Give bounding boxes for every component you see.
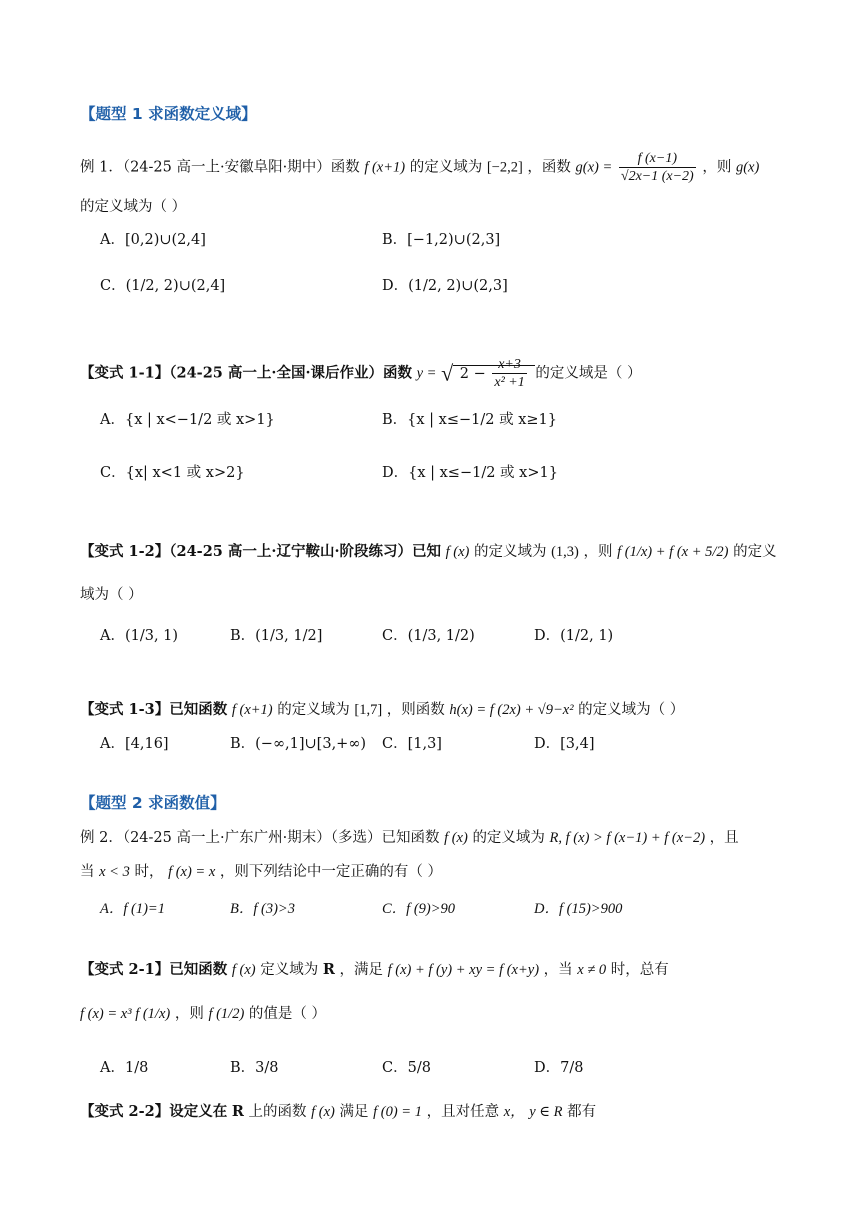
v11-rnum: x+3: [492, 356, 526, 374]
v12-pre: 【变式 1-2】（24-25 高一上·辽宁鞍山·阶段练习）已知: [80, 543, 442, 560]
v22-pre: 【变式 2-2】设定义在: [80, 1103, 228, 1120]
ex1-option-c: C．(1/2, 2)∪(2,4]: [100, 278, 226, 294]
v12-mid: 的定义域为: [473, 544, 547, 560]
v13-option-d: D．[3,4]: [534, 736, 595, 752]
v11-option-a: A．{x | x<−1/2 或 x>1}: [100, 412, 275, 428]
v22-f0: f (0) = 1: [373, 1104, 422, 1120]
ex2-pre: 例 2．（24-25 高一上·广东广州·期末）（多选）已知函数: [80, 830, 440, 846]
v13-post: 的定义域为（ ）: [578, 702, 685, 718]
example-1-line-1: [80, 150, 759, 185]
v21-mid3: ，当: [543, 962, 573, 978]
ex2-l3: x < 3: [99, 864, 130, 880]
v11-y: y =: [416, 365, 437, 382]
ex2-line2b: 时，: [134, 864, 164, 880]
v12-option-a: A．(1/3, 1): [100, 628, 179, 644]
variant-2-1-line-1: [80, 960, 669, 980]
v12-option-c: C．(1/3, 1/2): [382, 628, 475, 644]
v11-option-c: C．{x| x<1 或 x>2}: [100, 465, 245, 481]
v21-mid: 定义域为: [260, 962, 319, 978]
v21-line2: f (x) = x³ f (1/x): [80, 1006, 171, 1022]
v11-fraction: [492, 356, 526, 391]
v11-option-b: B．{x | x≤−1/2 或 x≥1}: [382, 412, 557, 428]
v21-line2c: 的值是（ ）: [248, 1006, 326, 1022]
v22-y: y ∈ R: [529, 1104, 563, 1120]
v21-mid2: ，满足: [339, 962, 383, 978]
ex1-num: f (x−1): [619, 150, 696, 168]
v12-option-d: D．(1/2, 1): [534, 628, 614, 644]
ex1-g: g(x) =: [575, 159, 613, 176]
ex1-mid1: 的定义域为: [409, 159, 483, 176]
variant-1-2-line-2: 域为（ ）: [80, 587, 143, 603]
example-1-line-2: 的定义域为（ ）: [80, 199, 187, 215]
v11-radicand: [453, 357, 535, 390]
v12-dom: (1,3): [551, 544, 579, 560]
v13-pre: 【变式 1-3】已知函数: [80, 701, 228, 718]
v22-mid: 上的函数: [248, 1104, 307, 1120]
v13-h: h(x) = f (2x) + √9−x²: [449, 702, 574, 718]
ex2-line2c: ，则下列结论中一定正确的有（ ）: [219, 864, 442, 880]
ex2-option-d: D．f (15)>900: [534, 901, 623, 917]
ex2-fx: f (x): [444, 830, 468, 846]
v11-post: 的定义域是（ ）: [535, 365, 642, 382]
v13-option-b: B．(−∞,1]∪[3,+∞): [230, 736, 367, 752]
v13-option-c: C．[1,3]: [382, 736, 442, 752]
v12-post: 的定义: [733, 544, 777, 560]
v13-option-a: A．[4,16]: [100, 736, 169, 752]
v13-f: f (x+1): [231, 702, 273, 718]
ex2-option-a: A．f (1)=1: [100, 901, 165, 917]
ex2-option-b: B．f (3)>3: [230, 901, 295, 917]
ex1-option-a: A．[0,2)∪(2,4]: [100, 232, 206, 248]
variant-1-3-line: [80, 700, 684, 720]
ex2-fxx: f (x) = x: [168, 864, 216, 880]
v13-mid: 的定义域为: [277, 702, 350, 718]
v12-mid2: ，则: [583, 544, 613, 560]
example-2-line-1: [80, 828, 739, 848]
v21-fx: f (x): [231, 962, 256, 978]
v11-rden: x² +1: [494, 375, 525, 390]
ex2-mid: 的定义域为: [472, 830, 545, 846]
v12-fx: f (x): [445, 544, 470, 560]
ex1-option-b: B．[−1,2)∪(2,3]: [382, 232, 501, 248]
ex2-line2a: 当: [80, 864, 95, 880]
ex1-mid2: ，函数: [527, 159, 571, 176]
ex2-post: ，且: [709, 830, 739, 846]
v13-dom: [1,7]: [354, 702, 383, 718]
v22-post: 都有: [567, 1104, 597, 1120]
ex1-post: ，则: [702, 159, 732, 176]
v13-mid2: ，则函数: [386, 702, 445, 718]
ex1-option-d: D．(1/2, 2)∪(2,3]: [382, 278, 508, 294]
v21-line2b: ，则: [174, 1006, 204, 1022]
ex1-fraction: [619, 150, 696, 185]
variant-1-2-line-1: [80, 542, 777, 562]
v22-R: R: [231, 1103, 244, 1120]
v11-sqrt: √: [441, 360, 454, 386]
ex1-f: f (x+1): [364, 159, 406, 176]
ex2-option-c: C．f (9)>90: [382, 901, 456, 917]
v21-option-b: B．3/8: [230, 1060, 279, 1076]
v22-x: x，: [503, 1104, 525, 1120]
example-2-line-2: [80, 862, 442, 882]
v21-option-c: C．5/8: [382, 1060, 431, 1076]
v22-fx: f (x): [311, 1104, 335, 1120]
ex2-cond: R, f (x) > f (x−1) + f (x−2): [549, 830, 706, 846]
v21-eq: f (x) + f (y) + xy = f (x+y): [387, 962, 540, 978]
ex1-gx: g(x): [735, 159, 760, 176]
variant-2-2-line: [80, 1102, 596, 1122]
v11-pre: 【变式 1-1】（24-25 高一上·全国·课后作业）函数: [80, 364, 413, 382]
v12-option-b: B．(1/3, 1/2]: [230, 628, 323, 644]
v21-pre: 【变式 2-1】已知函数: [80, 961, 228, 978]
ex1-dom: [−2,2]: [486, 159, 523, 176]
section-title-1: 【题型 1 求函数定义域】: [80, 105, 257, 123]
v22-mid3: ，且对任意: [426, 1104, 500, 1120]
variant-2-1-line-2: [80, 1004, 326, 1024]
ex1-den: √2x−1 (x−2): [620, 169, 694, 184]
v21-R: R: [322, 961, 335, 978]
v22-mid2: 满足: [339, 1104, 369, 1120]
v21-option-a: A．1/8: [100, 1060, 149, 1076]
section-title-2: 【题型 2 求函数值】: [80, 794, 226, 812]
ex1-pre: 例 1．（24-25 高一上·安徽阜阳·期中）函数: [80, 159, 360, 176]
v11-option-d: D．{x | x≤−1/2 或 x>1}: [382, 465, 558, 481]
variant-1-1-line: [80, 356, 641, 391]
v21-val: f (1/2): [208, 1006, 245, 1022]
v11-radA: 2 −: [459, 365, 486, 382]
v12-expr: f (1/x) + f (x + 5/2): [617, 544, 729, 560]
v21-cond: x ≠ 0: [577, 962, 607, 978]
v21-option-d: D．7/8: [534, 1060, 584, 1076]
v21-post: 时，总有: [610, 962, 669, 978]
